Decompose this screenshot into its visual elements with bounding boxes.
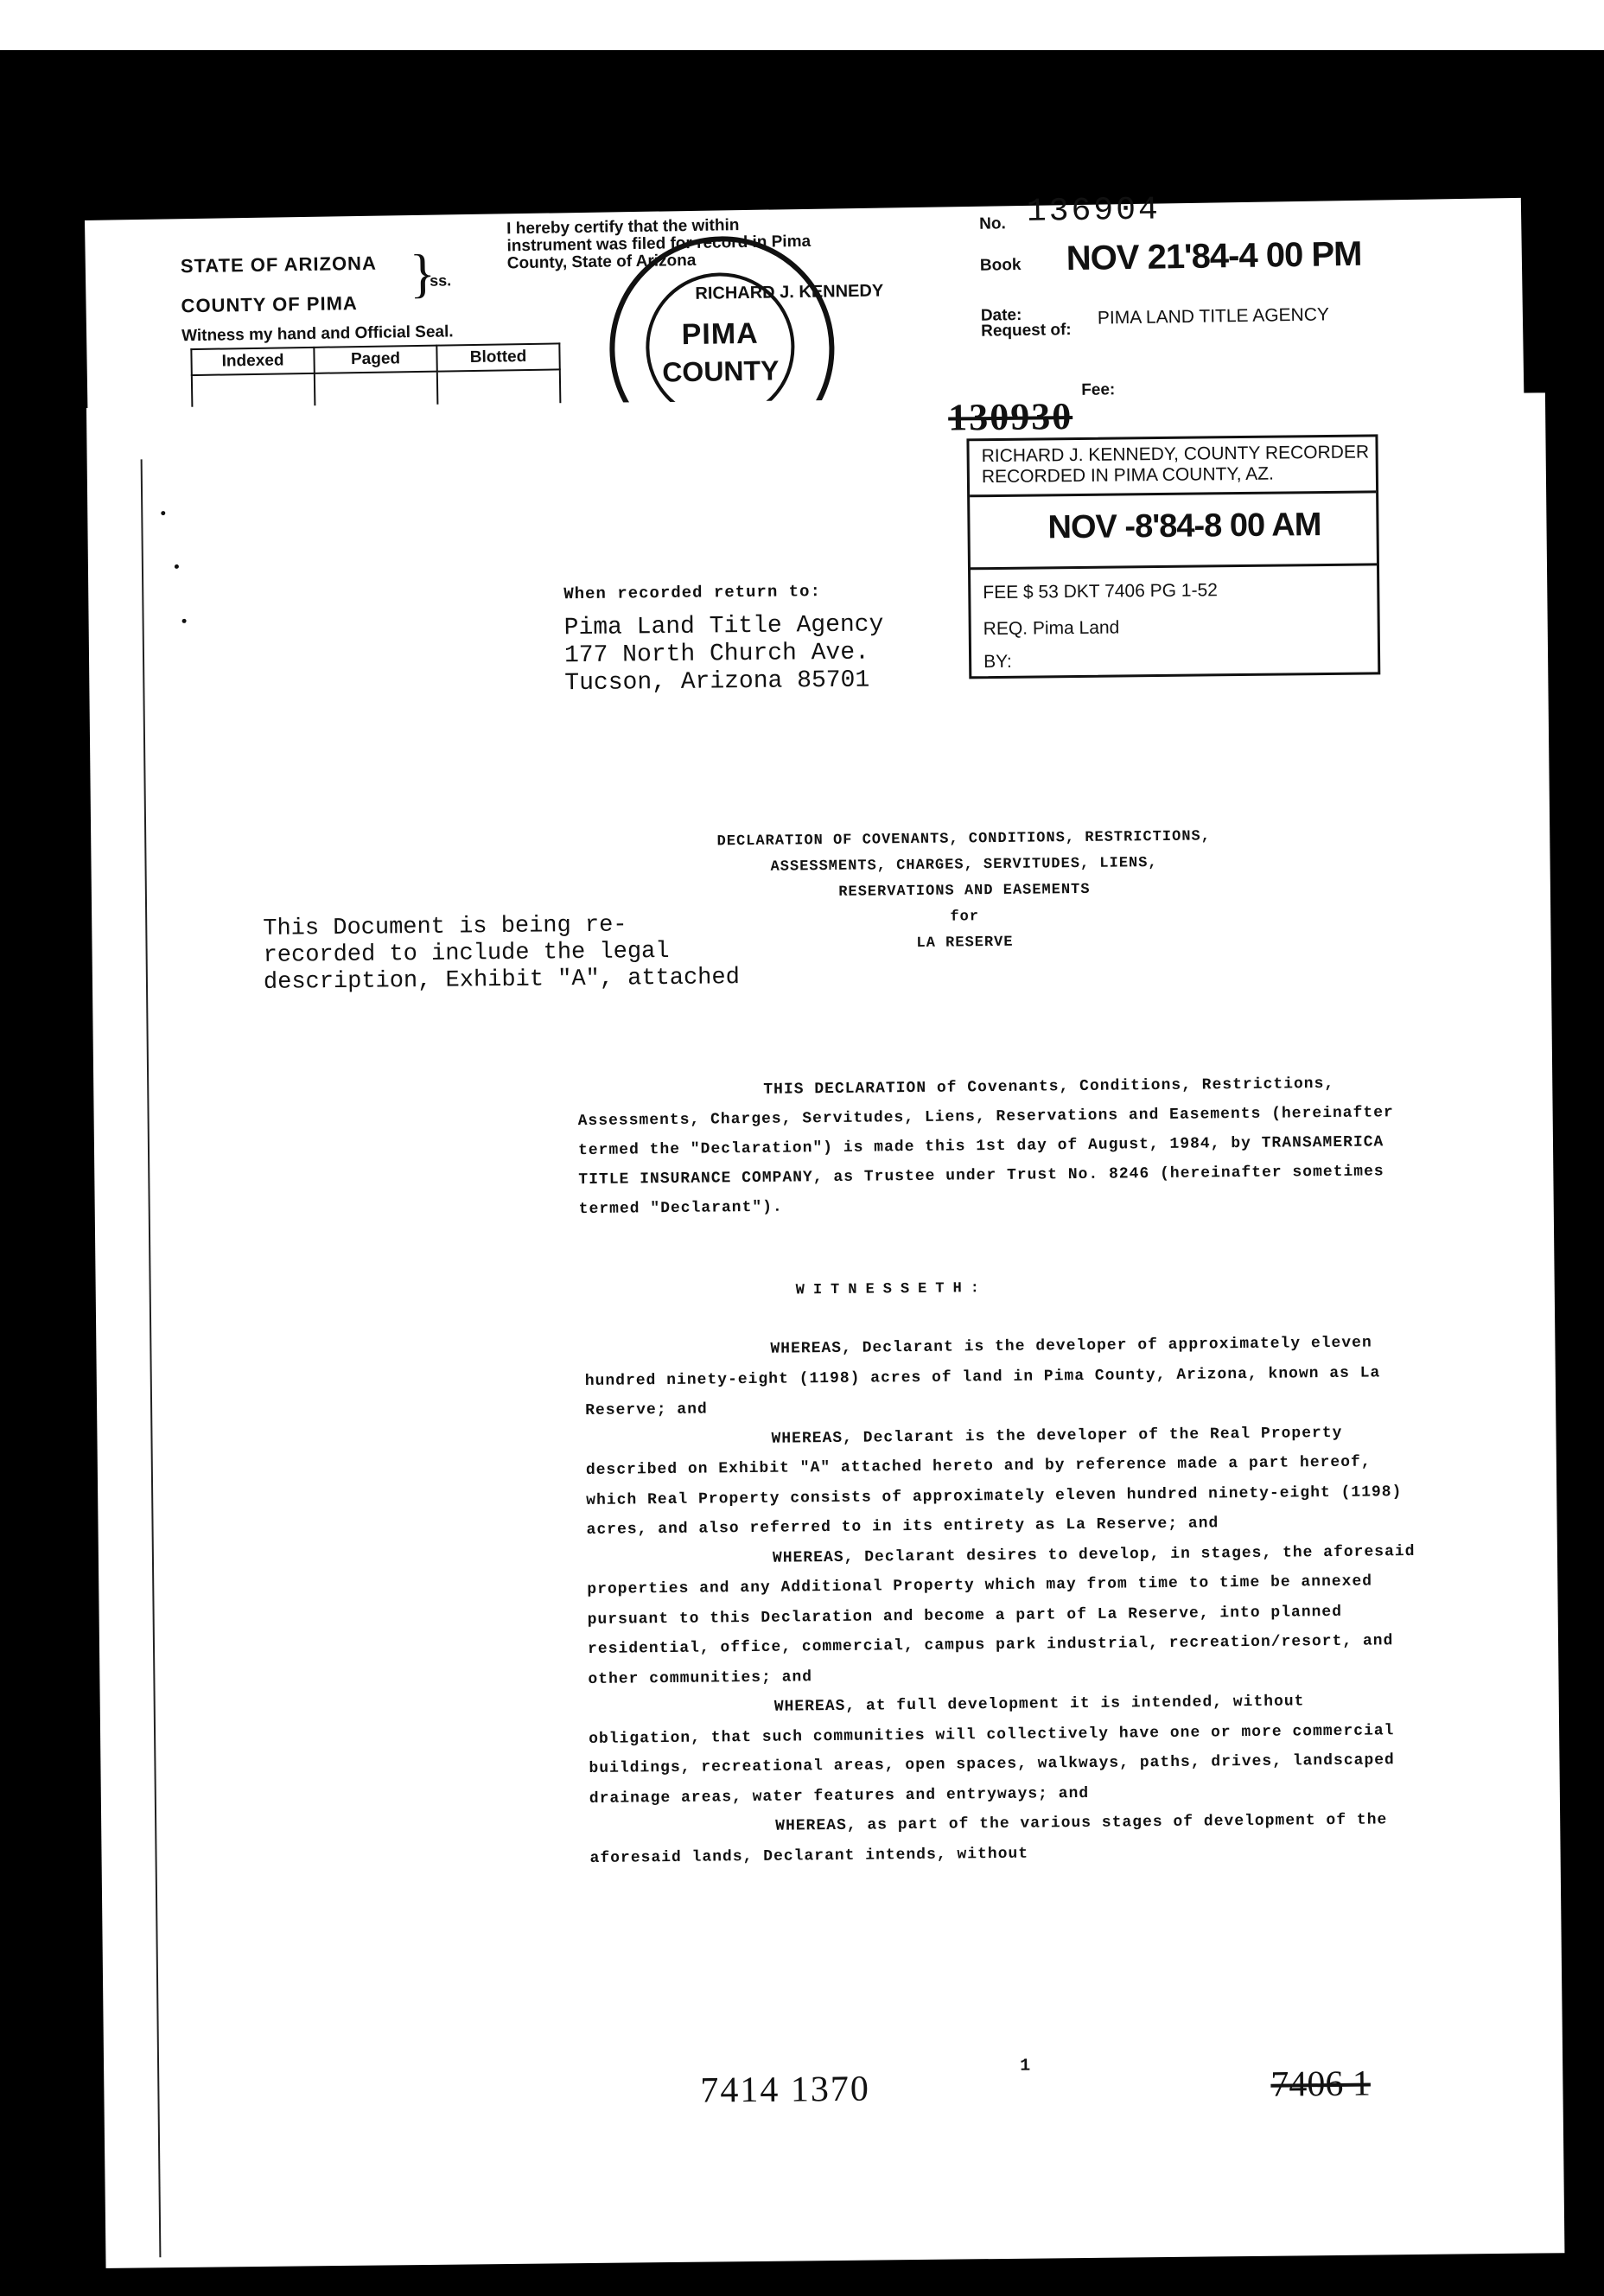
return-to-label: When recorded return to: [563,582,822,604]
stamp-rule [971,563,1377,570]
recording-stamp-box [966,434,1380,679]
note-line: description, Exhibit "A", attached [263,965,740,996]
document-page [86,392,1564,2268]
return-address [564,611,885,698]
slip-state: STATE OF ARIZONA [180,252,378,277]
whereas-clauses [584,1328,1419,1873]
request-line: REQ. Pima Land [983,617,1120,640]
request-label: Request of: [980,321,1072,341]
recorder-name-line: RICHARD J. KENNEDY, COUNTY RECORDER [981,442,1370,467]
witnesseth-heading: WITNESSETH: [795,1280,989,1299]
whereas-clause: WHEREAS, at full development it is intended, without obligation, that such communities will collectively have one or more commercial buildings, recreational areas, open spaces, walkways, paths, drives, landscaped drainage areas, water features and entryways; and [589,1693,1395,1808]
struck-document-number: 130930 [947,395,1073,439]
slip-stamp-datetime: NOV 21'84-4 00 PM [1066,234,1362,278]
title-line: DECLARATION OF COVENANTS, CONDITIONS, RESTRICTIONS, [716,828,1212,851]
intro-paragraph [577,1068,1409,1224]
note-line: This Document is being re- [263,912,627,942]
seal-pima: PIMA [681,316,759,352]
return-address-line: Tucson, Arizona 85701 [564,666,870,698]
stamp-rule [970,490,1376,497]
index-header-paged: Paged [314,346,436,373]
intro-text: THIS DECLARATION of Covenants, Conditions, Restrictions, Assessments, Charges, Servitudes, Liens, Reservations and Easements (hereinafter termed the "Declaration") is made this 1st day of August, 1984, by TRANSAMERICA TITLE INSURANCE COMPANY, as Trustee under Trust No. 8246 (hereinafter sometimes termed "Declarant"). [577,1075,1394,1219]
recorded-in-line: RECORDED IN PIMA COUNTY, AZ. [981,463,1274,488]
scan-top-margin [0,0,1604,50]
by-line: BY: [983,651,1012,673]
return-address-line: Pima Land Title Agency [563,611,884,642]
whereas-clause: WHEREAS, as part of the various stages of development of the aforesaid lands, Declarant intends, without [589,1811,1388,1867]
request-value: PIMA LAND TITLE AGENCY [1097,304,1330,328]
punch-mark [182,619,187,623]
title-line: LA RESERVE [916,934,1014,952]
whereas-clause: WHEREAS, Declarant is the developer of the Real Property described on Exhibit "A" attached hereto and by reference made a part hereof, which Real Property consists of approximately eleven hundred ninety-eight (1198) acres, and also referred to in its entirety as La Reserve; and [585,1424,1403,1540]
date-label: Date: [980,305,1022,325]
title-line: RESERVATIONS AND EASEMENTS [838,881,1091,901]
document-number: 136904 [1026,191,1162,231]
slip-county: COUNTY OF PIMA [181,292,359,317]
slip-ss: ss. [429,271,452,290]
seal-recorder-name: RICHARD J. KENNEDY [695,281,884,303]
title-line: ASSESSMENTS, CHARGES, SERVITUDES, LIENS, [770,855,1158,876]
book-label: Book [979,255,1022,275]
brace-glyph: } [409,244,436,304]
note-line: recorded to include the legal [263,938,670,969]
title-line: for [950,909,980,926]
seal-county: COUNTY [661,354,780,388]
fee-label: Fee: [1081,380,1116,399]
fee-docket-page: FEE $ 53 DKT 7406 PG 1-52 [983,580,1219,603]
docket-page-numbers: 7414 1370 [700,2069,871,2111]
left-margin-rule [141,459,162,2257]
number-label: No. [979,214,1006,233]
slip-witness: Witness my hand and Official Seal. [181,322,454,346]
page-number: 1 [1020,2056,1031,2076]
date-request-labels [981,307,1072,340]
whereas-clause: WHEREAS, Declarant desires to develop, in stages, the aforesaid properties and any Additional Property which may from time to time be annexed pursuant to this Declaration and become a part of La Reserve, into planned residential, office, commercial, campus park industrial, recreation/resort, and other communities; and [587,1542,1416,1688]
certify-text: I hereby certify that the within instrument was filed for record in Pima County, State of Arizona [506,216,812,273]
scan-top-rule [0,50,1604,61]
whereas-clause: WHEREAS, Declarant is the developer of approximately eleven hundred ninety-eight (1198) acres of land in Pima County, Arizona, known as La Reserve; and [584,1334,1381,1420]
recording-datetime: NOV -8'84-8 00 AM [1047,507,1321,546]
punch-mark [175,564,179,569]
return-address-line: 177 North Church Ave. [563,639,870,670]
index-header-indexed: Indexed [191,348,314,375]
rerecorded-note [263,911,740,997]
punch-mark [161,511,165,515]
struck-docket-page: 7406 1 [1270,2063,1372,2105]
index-header-blotted: Blotted [436,343,559,371]
